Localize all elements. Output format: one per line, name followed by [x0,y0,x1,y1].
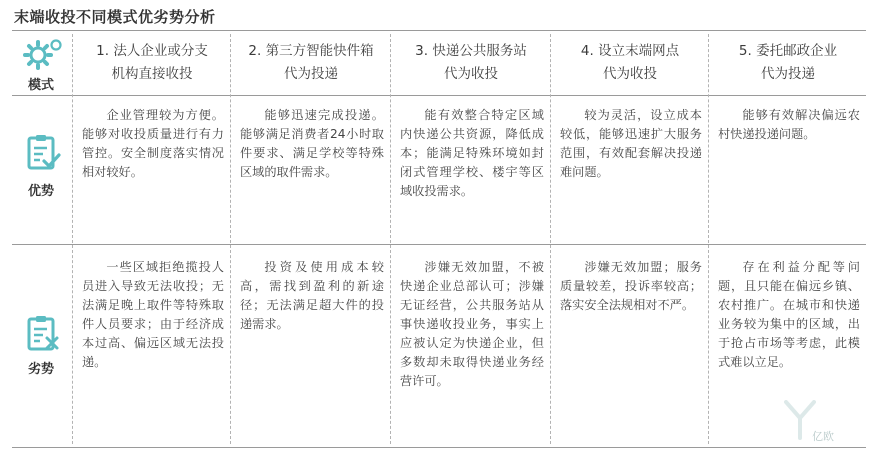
rule-after-pros [12,244,866,245]
cons-cell-1: 一些区域拒绝揽投人员进入导致无法收投；无法满足晚上取件等特殊取件人员要求；由于经济成本过高、偏远区域无法投递。 [82,260,224,369]
column-divider [708,34,709,444]
header-line: 代为投递 [761,66,815,82]
pros-cell-1: 企业管理较为方便。能够对收投质量进行有力管控。安全制度落实情况相对较好。 [82,108,224,179]
header-line: 机构直接收投 [111,66,193,82]
header-line: 3. 快递公共服务站 [415,43,527,59]
cons-cell-4: 涉嫌无效加盟；服务质量较差，投诉率较高；落实安全法规相对不严。 [560,260,702,312]
column-header-1 [74,40,230,86]
watermark-text: 亿欧 [812,430,834,443]
header-line: 1. 法人企业或分支 [96,43,208,59]
pros-cell-5: 能够有效解决偏远农村快递投递问题。 [718,108,860,141]
header-line: 代为投递 [284,66,338,82]
cons-cell-2: 投资及使用成本较高，需找到盈利的新途径；无法满足超大件的投递需求。 [240,260,384,331]
header-line: 2. 第三方智能快件箱 [248,43,374,59]
rule-after-header [12,95,866,96]
pros-cell-2: 能够迅速完成投递。能够满足消费者24小时取件要求、满足学校等特殊区域的取件需求。 [240,108,384,179]
column-divider [550,34,551,444]
column-divider [390,34,391,444]
header-line: 4. 设立末端网点 [580,43,680,59]
row-label-pros: 优势 [27,184,54,199]
gears-icon [22,36,66,74]
header-line: 5. 委托邮政企业 [738,43,838,59]
header-line: 代为收投 [603,66,657,82]
column-divider [230,34,231,444]
rule-top [12,30,866,31]
page-title: 末端收投不同模式优劣势分析 [14,8,216,26]
row-label-mode: 模式 [27,78,54,93]
column-header-2 [232,40,390,86]
pros-cell-4: 较为灵活，设立成本较低，能够迅速扩大服务范围，有效配套解决投递难问题。 [560,108,702,179]
column-divider [72,34,73,444]
column-header-3 [392,40,550,86]
cons-cell-5: 存在利益分配等问题，且只能在偏远乡镇、农村推广。在城市和快递业务较为集中的区域，出于抢占市场等考虑，此模式难以立足。 [718,260,860,369]
pros-cell-3: 能有效整合特定区域内快递公共资源，降低成本；能满足特殊环境如封闭式管理学校、楼宇等区域收投需求。 [400,108,544,198]
cons-cell-3: 涉嫌无效加盟，不被快递企业总部认可；涉嫌无证经营，公共服务站从事快递收投业务，事实上应被认定为快递企业，但多数却未取得快递业务经营许可。 [400,260,544,388]
clipboard-check-icon [26,133,62,173]
row-label-cons: 劣势 [27,362,54,377]
clipboard-cross-icon [26,314,62,354]
header-line: 代为收投 [444,66,498,82]
column-header-5 [710,40,866,86]
rule-bottom [12,447,866,448]
column-header-4 [552,40,708,86]
